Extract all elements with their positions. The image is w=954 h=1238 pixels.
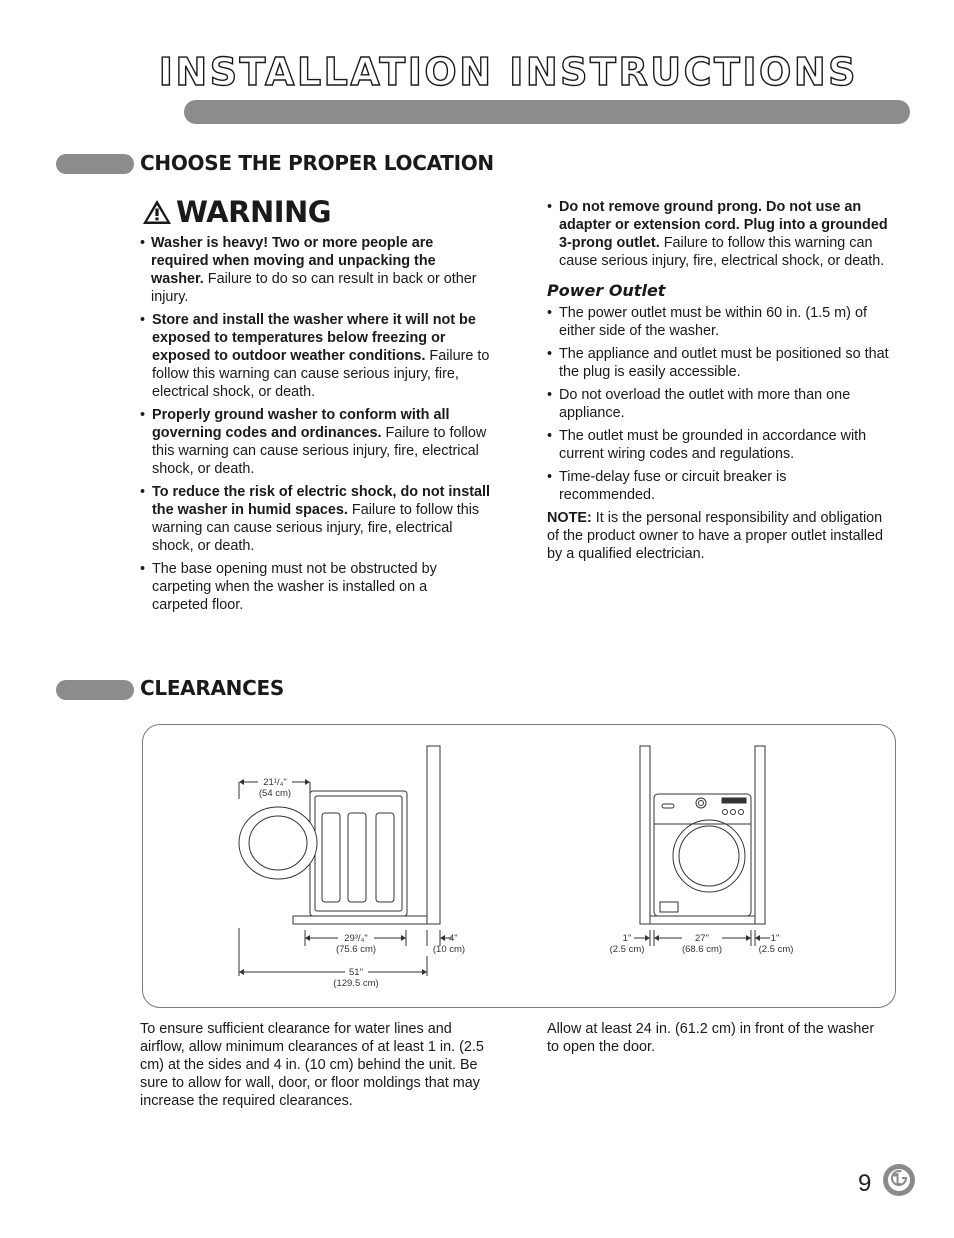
warning-item-4: • To reduce the risk of electric shock, do not install the washer in humid spaces. Failure to follow this warning can cause serious injury, fire, electrical shock, or death.	[140, 483, 490, 555]
dim-total-depth: 51"	[349, 967, 363, 978]
page-number: 9	[858, 1170, 872, 1197]
lg-logo-icon	[882, 1163, 916, 1197]
warning-item-6: • Do not remove ground prong. Do not use an adapter or extension cord. Plug into a grounded 3-prong outlet. Failure to follow this warning can cause serious injury, fire, electrical shock, or death.	[547, 198, 903, 270]
warning-list-right	[547, 198, 903, 563]
clearance-diagram	[142, 724, 896, 1008]
power-item-5: • Time-delay fuse or circuit breaker is recommended.	[547, 468, 903, 504]
section-heading-location: CHOOSE THE PROPER LOCATION	[140, 151, 494, 175]
dim-right-gap-metric: (2.5 cm)	[758, 944, 794, 955]
dim-rear-gap-metric: (10 cm)	[432, 944, 466, 955]
dim-door-depth-metric: (54 cm)	[258, 788, 292, 799]
warning-item-3: • Properly ground washer to conform with all governing codes and ordinances. Failure to follow this warning can cause serious injury, fire, electrical shock, or death.	[140, 406, 490, 478]
clearances-text-left: To ensure sufficient clearance for water lines and airflow, allow minimum clearances of at least 1 in. (2.5 cm) at the sides and 4 in. (10 cm) behind the unit. Be sure to allow for wall, door, or floor moldings that may increase the required clearances.	[140, 1021, 484, 1109]
warning-heading	[142, 195, 331, 229]
clearances-text-right: Allow at least 24 in. (61.2 cm) in front of the washer to open the door.	[547, 1021, 875, 1055]
dim-door-depth: 21¹/₄"	[263, 777, 287, 788]
dim-cabinet-depth-metric: (75.6 cm)	[335, 944, 377, 955]
power-note: NOTE: It is the personal responsibility and obligation of the product owner to have a proper outlet installed by a qualified electrician.	[547, 510, 883, 562]
section-pill-clearances	[56, 680, 134, 700]
warning-list-left	[140, 234, 490, 614]
warning-heading-text: WARNING	[176, 195, 332, 229]
power-item-4: • The outlet must be grounded in accordance with current wiring codes and regulations.	[547, 427, 903, 463]
warning-item-1: • Washer is heavy! Two or more people are required when moving and unpacking the washer. Failure to do so can result in back or other injury.	[140, 234, 490, 306]
dim-left-gap-metric: (2.5 cm)	[609, 944, 645, 955]
power-outlet-heading: Power Outlet	[547, 281, 666, 300]
warning-item-5: • The base opening must not be obstructed by carpeting when the washer is installed on a carpeted floor.	[140, 560, 490, 614]
warning-triangle-icon	[142, 199, 172, 225]
power-item-3: • Do not overload the outlet with more than one appliance.	[547, 386, 903, 422]
section-heading-clearances: CLEARANCES	[140, 676, 284, 700]
front-view-washer	[640, 746, 765, 924]
page-title: INSTALLATION INSTRUCTIONS	[158, 50, 858, 94]
side-view-washer	[239, 746, 440, 924]
dim-right-gap: 1"	[770, 933, 780, 944]
dim-width: 27"	[695, 933, 709, 944]
dim-cabinet-depth: 29³/₄"	[344, 933, 368, 944]
title-bar	[184, 100, 910, 124]
section-pill-location	[56, 154, 134, 174]
dim-total-depth-metric: (129.5 cm)	[333, 978, 379, 989]
dim-width-metric: (68.6 cm)	[681, 944, 723, 955]
power-item-2: • The appliance and outlet must be positioned so that the plug is easily accessible.	[547, 345, 903, 381]
dim-left-gap: 1"	[622, 933, 632, 944]
dim-rear-gap: 4"	[449, 933, 458, 944]
warning-item-2: • Store and install the washer where it will not be exposed to temperatures below freezing or exposed to outdoor weather conditions. Failure to follow this warning can cause serious injury, fire, electrical shock, or death.	[140, 311, 490, 401]
power-item-1: • The power outlet must be within 60 in. (1.5 m) of either side of the washer.	[547, 304, 903, 340]
